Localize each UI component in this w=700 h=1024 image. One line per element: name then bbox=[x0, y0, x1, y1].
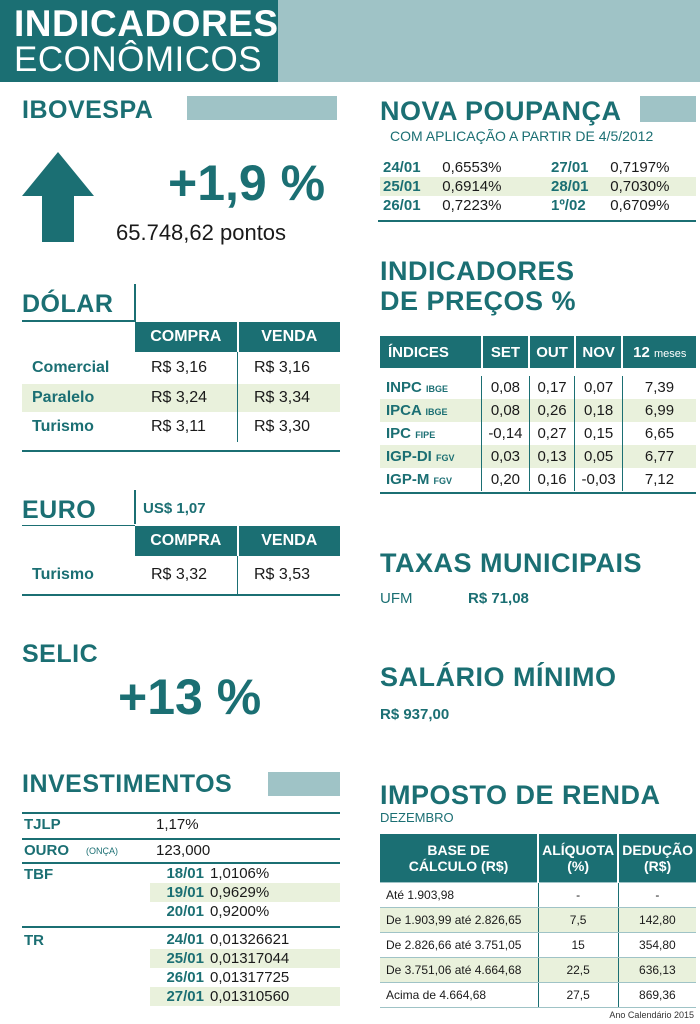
selic-value: +13 % bbox=[118, 669, 262, 725]
index-name: IPC FIPE bbox=[380, 422, 482, 445]
poupanca-table bbox=[380, 158, 696, 215]
ir-deducao: 354,80 bbox=[618, 932, 696, 957]
euro-title: EURO bbox=[22, 496, 97, 524]
cell: 0,03 bbox=[482, 445, 530, 468]
col-aliquota: ALÍQUOTA (%) bbox=[538, 834, 618, 882]
index-name: IGP-M FGV bbox=[380, 468, 482, 491]
table-row bbox=[380, 376, 696, 399]
table-row bbox=[150, 864, 340, 883]
tbf-date: 18/01 bbox=[166, 865, 204, 882]
taxas-label: UFM bbox=[380, 590, 413, 607]
salario-title: SALÁRIO MÍNIMO bbox=[380, 662, 617, 692]
col-deducao: DEDUÇÃO (R$) bbox=[618, 834, 696, 882]
tr-value: 0,01310560 bbox=[210, 988, 290, 1005]
poupanca-title: NOVA POUPANÇA bbox=[380, 96, 622, 126]
table-row bbox=[380, 907, 696, 932]
arrow-up-icon bbox=[22, 152, 94, 244]
cell: 6,65 bbox=[644, 425, 675, 442]
ibovespa-bar bbox=[187, 96, 337, 120]
table-row bbox=[22, 412, 340, 442]
tr-table bbox=[150, 930, 340, 1006]
table-header bbox=[22, 526, 340, 556]
cell: 0,27 bbox=[529, 422, 575, 445]
ir-base: Acima de 4.664,68 bbox=[380, 982, 538, 1007]
cell: 7,39 bbox=[644, 379, 675, 396]
table-row bbox=[380, 177, 696, 196]
table-row bbox=[380, 399, 696, 422]
table-row bbox=[380, 957, 696, 982]
tbf-table bbox=[150, 864, 340, 921]
poupanca-subtitle: COM APLICAÇÃO A PARTIR DE 4/5/2012 bbox=[390, 128, 654, 144]
ir-aliquota: 7,5 bbox=[538, 907, 618, 932]
divider bbox=[378, 220, 696, 222]
tbf-value: 0,9200% bbox=[210, 903, 270, 920]
cell: 7,12 bbox=[644, 471, 675, 488]
precos-table bbox=[380, 336, 696, 491]
ouro-value: 123,000 bbox=[156, 842, 211, 859]
ir-aliquota: 15 bbox=[538, 932, 618, 957]
dolar-title: DÓLAR bbox=[22, 290, 114, 318]
dolar-buy: R$ 3,24 bbox=[135, 384, 238, 412]
dolar-buy: R$ 3,16 bbox=[135, 352, 238, 384]
poupanca-value: 0,6553% bbox=[442, 159, 502, 176]
ir-base: De 1.903,99 até 2.826,65 bbox=[380, 907, 538, 932]
poupanca-date: 25/01 bbox=[383, 178, 421, 195]
ir-footnote: Ano Calendário 2015 bbox=[609, 1010, 694, 1020]
col-compra: COMPRA bbox=[135, 526, 238, 556]
tjlp-label: TJLP bbox=[24, 816, 61, 833]
poupanca-value: 0,6914% bbox=[442, 178, 502, 195]
investimentos-bar bbox=[268, 772, 340, 796]
table-row bbox=[380, 982, 696, 1007]
table-row bbox=[150, 930, 340, 949]
col-nov: NOV bbox=[575, 336, 623, 368]
ir-deducao: - bbox=[618, 882, 696, 907]
poupanca-value: 0,7223% bbox=[442, 197, 502, 214]
header-title-line1: INDICADORES bbox=[14, 3, 279, 44]
ibovespa-title: IBOVESPA bbox=[22, 96, 154, 124]
table-row bbox=[380, 468, 696, 491]
taxas-value: R$ 71,08 bbox=[468, 590, 529, 607]
investimentos-title: INVESTIMENTOS bbox=[22, 770, 233, 798]
dolar-row-label: Paralelo bbox=[32, 389, 95, 406]
divider bbox=[134, 490, 136, 524]
precos-title-line1: INDICADORES bbox=[380, 256, 575, 286]
tr-value: 0,01326621 bbox=[210, 931, 290, 948]
tbf-date: 20/01 bbox=[166, 903, 204, 920]
dolar-sell: R$ 3,34 bbox=[254, 389, 311, 406]
cell: 0,13 bbox=[529, 445, 575, 468]
col-12-meses: 12 meses bbox=[622, 336, 696, 368]
ir-aliquota: 22,5 bbox=[538, 957, 618, 982]
tr-value: 0,01317725 bbox=[210, 969, 290, 986]
tbf-value: 1,0106% bbox=[210, 865, 270, 882]
tbf-value: 0,9629% bbox=[210, 884, 270, 901]
poupanca-bar bbox=[640, 96, 696, 122]
poupanca-date: 28/01 bbox=[550, 178, 589, 195]
divider bbox=[22, 594, 340, 596]
salario-value: R$ 937,00 bbox=[380, 706, 450, 723]
cell: 0,17 bbox=[529, 376, 575, 399]
table-row bbox=[22, 556, 340, 594]
table-row bbox=[380, 196, 696, 215]
poupanca-date: 27/01 bbox=[550, 159, 589, 176]
poupanca-date: 26/01 bbox=[383, 197, 421, 214]
ir-deducao: 142,80 bbox=[618, 907, 696, 932]
tr-date: 27/01 bbox=[166, 988, 204, 1005]
tr-date: 24/01 bbox=[166, 931, 204, 948]
dolar-table bbox=[22, 322, 340, 442]
divider bbox=[22, 812, 340, 814]
table-header bbox=[22, 322, 340, 352]
ir-base: De 3.751,06 até 4.664,68 bbox=[380, 957, 538, 982]
tr-date: 26/01 bbox=[166, 969, 204, 986]
col-base-calculo: BASE DE CÁLCULO (R$) bbox=[380, 834, 538, 882]
table-row bbox=[150, 883, 340, 902]
dolar-row-label: Turismo bbox=[32, 418, 94, 435]
ir-base: De 2.826,66 até 3.751,05 bbox=[380, 932, 538, 957]
cell: 0,16 bbox=[529, 468, 575, 491]
euro-sell: R$ 3,53 bbox=[254, 566, 311, 583]
cell: 6,99 bbox=[644, 402, 675, 419]
euro-table bbox=[22, 526, 340, 594]
divider bbox=[134, 284, 136, 322]
tbf-date: 19/01 bbox=[166, 884, 204, 901]
tr-date: 25/01 bbox=[166, 950, 204, 967]
table-row bbox=[22, 352, 340, 384]
ir-subtitle: DEZEMBRO bbox=[380, 810, 454, 825]
cell: 6,77 bbox=[644, 448, 675, 465]
index-name: IGP-DI FGV bbox=[380, 445, 482, 468]
poupanca-value: 0,7030% bbox=[610, 178, 670, 195]
poupanca-date: 24/01 bbox=[383, 159, 421, 176]
table-row bbox=[380, 445, 696, 468]
table-row bbox=[380, 422, 696, 445]
cell: 0,18 bbox=[575, 399, 623, 422]
col-venda: VENDA bbox=[238, 526, 341, 556]
cell: 0,08 bbox=[482, 399, 530, 422]
ouro-label: OURO bbox=[24, 842, 69, 859]
tr-value: 0,01317044 bbox=[210, 950, 290, 967]
table-row bbox=[380, 882, 696, 907]
cell: 0,20 bbox=[482, 468, 530, 491]
col-set: SET bbox=[482, 336, 530, 368]
col-compra: COMPRA bbox=[135, 322, 238, 352]
table-row bbox=[380, 158, 696, 177]
ir-deducao: 636,13 bbox=[618, 957, 696, 982]
index-name: INPC IBGE bbox=[380, 376, 482, 399]
dolar-sell: R$ 3,16 bbox=[254, 359, 311, 376]
table-row bbox=[150, 987, 340, 1006]
table-header bbox=[380, 834, 696, 882]
divider bbox=[22, 450, 340, 452]
euro-row-label: Turismo bbox=[32, 566, 94, 583]
euro-usd: US$ 1,07 bbox=[143, 500, 206, 517]
index-name: IPCA IBGE bbox=[380, 399, 482, 422]
cell: 0,08 bbox=[482, 376, 530, 399]
tjlp-value: 1,17% bbox=[156, 816, 199, 833]
dolar-buy: R$ 3,11 bbox=[135, 412, 238, 442]
header-title-line2: ECONÔMICOS bbox=[14, 40, 263, 79]
tr-label: TR bbox=[24, 932, 44, 949]
poupanca-value: 0,6709% bbox=[610, 197, 670, 214]
poupanca-value: 0,7197% bbox=[610, 159, 670, 176]
ir-base: Até 1.903,98 bbox=[380, 882, 538, 907]
ouro-unit: (ONÇA) bbox=[86, 846, 118, 856]
col-out: OUT bbox=[529, 336, 575, 368]
table-row bbox=[150, 968, 340, 987]
ibovespa-points: 65.748,62 pontos bbox=[116, 220, 287, 245]
dolar-row-label: Comercial bbox=[32, 359, 110, 376]
divider bbox=[22, 838, 340, 840]
ir-aliquota: 27,5 bbox=[538, 982, 618, 1007]
euro-buy: R$ 3,32 bbox=[135, 556, 238, 594]
ir-deducao: 869,36 bbox=[618, 982, 696, 1007]
table-row bbox=[150, 949, 340, 968]
ir-aliquota: - bbox=[538, 882, 618, 907]
table-row bbox=[150, 902, 340, 921]
table-row bbox=[22, 384, 340, 412]
table-header bbox=[380, 336, 696, 368]
cell: -0,03 bbox=[575, 468, 623, 491]
divider bbox=[22, 926, 340, 928]
cell: 0,05 bbox=[575, 445, 623, 468]
tbf-label: TBF bbox=[24, 866, 54, 883]
table-row bbox=[380, 932, 696, 957]
cell: 0,07 bbox=[575, 376, 623, 399]
selic-title: SELIC bbox=[22, 640, 99, 668]
poupanca-date: 1º/02 bbox=[550, 197, 586, 214]
dolar-sell: R$ 3,30 bbox=[254, 418, 311, 435]
cell: 0,26 bbox=[529, 399, 575, 422]
col-indices: ÍNDICES bbox=[380, 336, 482, 368]
precos-title-line2: DE PREÇOS % bbox=[380, 286, 577, 316]
ir-title: IMPOSTO DE RENDA bbox=[380, 780, 661, 810]
ir-table bbox=[380, 834, 696, 1008]
taxas-title: TAXAS MUNICIPAIS bbox=[380, 548, 643, 578]
cell: 0,15 bbox=[575, 422, 623, 445]
divider bbox=[380, 492, 696, 494]
ibovespa-change: +1,9 % bbox=[168, 155, 326, 211]
cell: -0,14 bbox=[482, 422, 530, 445]
col-venda: VENDA bbox=[238, 322, 341, 352]
